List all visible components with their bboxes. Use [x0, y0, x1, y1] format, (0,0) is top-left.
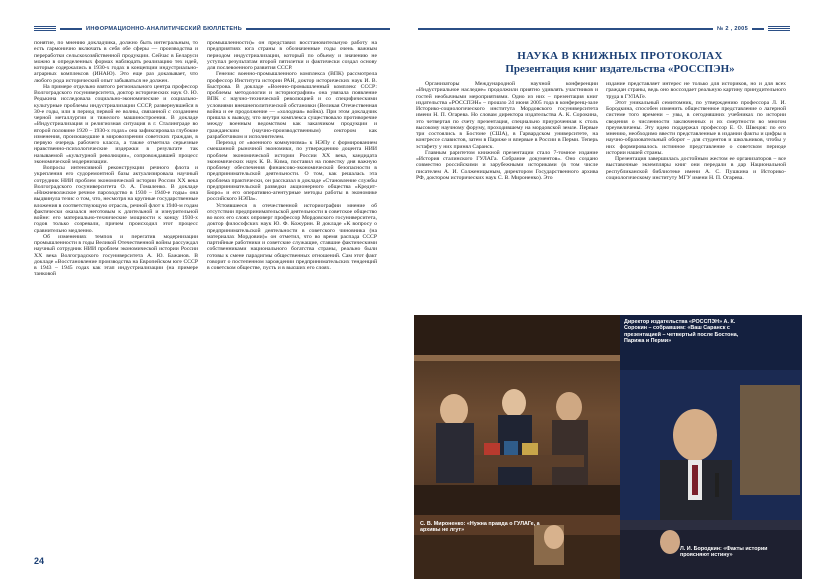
paragraph: Главным раритетом книжной презентации стало 7-томное издание «История сталинского ГУЛАГа. Собрание документов». Оно создано совместно российскими и зарубежными историками (в том числе писателем А. И. Солженицыным, директором Государственного архива РФ, доктором исторических наук С. В. Мироненко). Это [416, 149, 598, 181]
sorokin-photo [620, 315, 802, 520]
paragraph: Устоявшееся в отечественной историографии мнение об отсутствии предпринимательской деятельности в советское общество во всех его слоях опроверг профессор Мордовского госуниверситета, доктор философских наук Ю. Ф. Кожурин. В докладе «К вопросу о предпринимательской деятельности в советского чиновника (на материалах Мордовии)» он отметил, что во время распада СССР партийные работники и советские служащие, ставшие фактическими собственниками национального богатства страны, реально были готовы к смене парадигмы общественных отношений. Сам этот факт говорит о постепенном зарождении предпринимательских тенденций в советском обществе, пусть и в высших его слоях. [207, 202, 377, 271]
right-page [410, 0, 820, 579]
presentation-room-photo [414, 315, 620, 515]
page-number: 24 [34, 556, 45, 566]
mironenko-caption: С. В. Мироненко: «Нужна правда о ГУЛАГе, а архивы не лгут» [420, 521, 540, 534]
right-column-1 [416, 81, 598, 311]
article-title: Презентация книг издательства «РОССПЭН» [505, 63, 735, 75]
paragraph: Организаторы Международной научной конференции «Индустриальное наследие» продолжили приятно удивлять участников и гостей необычными мероприятиями. Одно из них – презентация книг издательства «РОССПЭН» – прошло 24 июня 2005 года в конференц-зале Историко-социологического института Мордовского госуниверситета имени Н. П. Огарева. Но словам директора издательства А. К. Сорокина, это четвертая по счету презентация, специально приуроченная к столь высокому научному форуму, проходившему на мордовской земле. Первые три состоялись в Бостоне (США), в Гарвардском университете, на конгрессе славистов, затем в Париже и впервые в России в Перми. Теперь эстафету у них принял Саранск. [416, 81, 598, 150]
header-rule [418, 28, 713, 30]
presentation-room-photo-image [414, 315, 620, 515]
bulletin-logo-icon [768, 25, 790, 33]
paragraph: На примере отдельно взятого регионального центра профессор Волгоградского госуниверситета, доктор исторических наук О. Ю. Редькина исследовала социально-экономические и социально-культурные проблемы индустриализации СССР, развернувшейся в 30-е годы, или в период первой ее волны, связанной с созданием черной металлургии и тяжелого машиностроения. В докладе «Индустриализация и религиозная ситуация в г. Сталинграде во второй половине 1920 – 1930-х годах» она зафиксировала глубокие изменения, произошедшие в мировоззрении советских граждан, в первую очередь рабочего класса, а также отметила серьезные нравственно-психологические издержки в результате так называемой «культурной революции», сопровождавшей процесс экономической модернизации. [34, 83, 198, 165]
paragraph: Этот уникальный семитомник, по утверждению профессора Л. И. Бородкина, способен изменить общественное представление о лагерной системе того времени – увы, в сегодняшних учебниках по истории сведения о численности заключенных и их смертности во многом преувеличены. Эту идею поддержал профессор Е. О. Швецов: по его мнению, необходимо ввести представленные в издании факты и цифры в научно-образовательный оборот – для студентов и школьников, чтобы у них формировалось истинное представление о советском периоде истории нашей страны. [606, 99, 786, 156]
paragraph: понятие, по мнению докладчика, должно быть интегральным, то есть гармонично включать в себя обе сферы — производства и переработки сельскохозяйственной продукции. Сейчас в Беларуси можно в определенных формах наблюдать реализацию тех идей, которые содержались в 1930-х годах в концепции индустриально-аграрных комплексов (ИНАЮ). Это еще раз доказывает, что любого рода исторический опыт забываться не должен. [34, 40, 198, 84]
paragraph: Презентация завершилась достойным жестом ее организаторов – все выставочные экземпляры книг они передали в дар Национальной республиканской библиотеке имени А. С. Пушкина и Историко-социологическому институту МГУ имени Н. П. Огарева. [606, 156, 786, 181]
paragraph: промышленности)» он представил восстановительную работу на предприятиях юга страны в обозначенные годы очень важным периодом индустриализации, который по объему и значению не уступал результатам второй пятилетки и фактически создал основу для послевоенного развития СССР. [207, 40, 377, 71]
paragraph: Переход от «военного коммунизма» к НЭПу с формированием смешанной рыночной экономики, по утверждению доцента НИИ проблем экономической истории России XX века, кандидата экономических наук К. В. Кима, поставил на повестку дня важную проблему обеспечения финансово-экономической безопасности в предпринимательской деятельности. О том, как решалась эта проблема практически, он рассказал в докладе «Становление службы предпринимательской разведки акционерного общества «Кредит-Бюро» и его оперативно-агентурные методы работы в экономике российского НЭПа». [207, 140, 377, 203]
running-header-right [418, 24, 790, 33]
running-header-left [34, 24, 390, 33]
left-column-1 [34, 40, 198, 560]
borodkin-caption: Л. И. Бородкин: «Факты истории проясняют истину» [680, 546, 768, 559]
paragraph: Об изменениях темпов и перегатив модернизации промышленности в годы Великой Отечественной войны рассуждал научный сотрудник НИИ проблем экономической истории России XX века Волгоградского госуниверситета А. Ю. Бажанов. В докладе «Восстановление производства на Европейском юге СССР в 1943 – 1945 годах как этап индустриализации (на примере танковой [34, 233, 198, 278]
issue-number: № 2 , 2005 [716, 25, 748, 32]
right-column-2 [606, 81, 786, 311]
article-heading [470, 50, 770, 76]
header-rule [60, 28, 82, 30]
paragraph: Вопросы интенсивной реконструкции речного флота и укрепления его судоремонтной базы актуализировала научный сотрудник НИИ проблем экономической истории России XX века Волгоградского госуниверситета О. А. Гомаленко. В докладе «Нижневолжское речное пароходство в 1930 – 1940-е годы» она выдвинула тезис о том, что, несмотря на крупные государственные вложения в соответствующую отрасль, речной флот к 1940-м годам фактически оказался неготовым к длительной и изнурительной войне: его материально-технические мощности к концу 1930-х годов только созревали, причем происходил этот процесс сравнительно медленно. [34, 165, 198, 234]
paragraph: Генезис военно-промышленного комплекса (ВПК) рассмотрела профессор Института истории РАН, доктор исторических наук И. В. Быстрова. В докладе «Военно-промышленный комплекс СССР: проблемы методологии и историографии» она увязала появление ВПК с научно-технической революцией и со специфическими условиями внешнеполитической обстановки (Великая Отечественная война и ее продолжение — «холодная» война). При этом докладчик пришла к выводу, что внутри комплекса существовало противоречие между военным ведомством как заказчиком продукции и гражданским (научно-производственным) сектором как разработчиком и исполнителем. [207, 71, 377, 140]
sorokin-caption: Директор издательства «РОССПЭН» А. К. Сорокин – собравшим: «Ваш Саранск с презентацией – четвертый после Бостона, Парижа и Перми» [624, 319, 739, 344]
header-rule [246, 28, 390, 30]
journal-title: ИНФОРМАЦИОННО-АНАЛИТИЧЕСКИЙ БЮЛЛЕТЕНЬ [86, 25, 243, 32]
section-title: НАУКА В КНИЖНЫХ ПРОТОКОЛАХ [517, 50, 723, 62]
borodkin-photo [620, 520, 802, 579]
paragraph: издание представляет интерес не только для историков, но и для всех граждан страны, ведь оно воссоздает реальную картину принудительного труда в ГУЛАГе. [606, 81, 786, 100]
mironenko-photo [414, 515, 620, 579]
header-rule [752, 28, 764, 30]
bulletin-logo-icon [34, 25, 56, 33]
sorokin-photo-image [620, 315, 802, 520]
left-column-2 [207, 40, 377, 560]
